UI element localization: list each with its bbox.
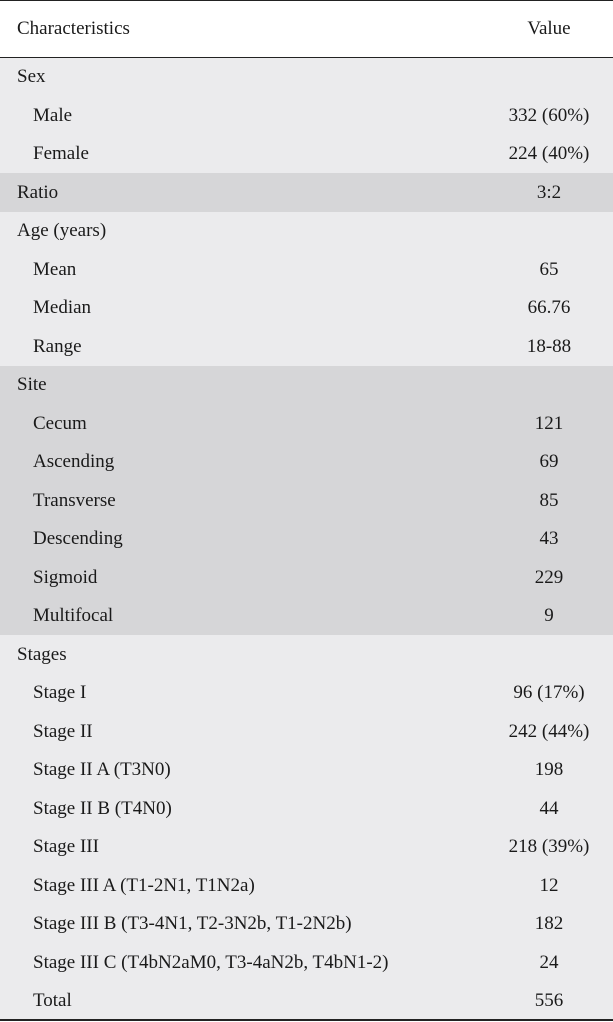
table-row [0,982,613,1020]
table-row [0,481,613,520]
row-value: 198 [534,759,564,780]
row-value [486,212,612,250]
row-value: 556 [534,990,564,1011]
table-row [0,905,613,943]
table-row [0,250,613,289]
row-value: 65 [539,258,559,280]
row-label: Sigmoid [33,566,98,588]
table-row [0,58,613,96]
row-value: 43 [539,528,559,549]
row-label: Female [33,143,89,164]
row-value: 9 [544,605,554,626]
table-row [0,135,613,173]
table-row [0,751,613,789]
table-row [0,712,613,751]
row-label: Multifocal [33,605,114,626]
row-label: Transverse [33,489,116,511]
row-value: 24 [539,951,559,973]
table-row [0,173,613,212]
table-row [0,366,613,404]
row-label: Stage II B (T4N0) [33,797,172,819]
table-row [0,404,613,443]
row-label: Range [33,335,82,357]
row-label: Descending [33,528,123,549]
table-row [0,327,613,366]
table-row [0,866,613,905]
row-label: Stage II [33,720,93,742]
table-row [0,289,613,327]
header-value: Value [527,18,571,39]
table-row [0,597,613,635]
row-value: 242 (44%) [508,720,590,742]
row-value: 332 (60%) [508,104,590,126]
row-value: 69 [539,451,559,472]
row-value: 18-88 [526,335,572,357]
row-label: Median [33,297,92,318]
row-label: Stages [17,643,67,665]
table-header [0,0,613,58]
table-row [0,789,613,828]
table-row [0,635,613,674]
row-value: 66.76 [527,297,571,318]
row-label: Stage III B (T3-4N1, T2-3N2b, T1-2N2b) [33,913,352,934]
row-label: Mean [33,258,77,280]
row-value: 218 (39%) [508,836,590,857]
table-row [0,443,613,481]
row-value: 224 (40%) [508,143,590,164]
table-row [0,943,613,982]
row-value [486,366,612,404]
table-row [0,212,613,250]
row-value: 182 [534,913,564,934]
row-value: 12 [539,874,559,896]
row-value: 3:2 [536,181,562,203]
row-label: Male [33,104,73,126]
header-characteristics: Characteristics [17,18,130,39]
row-label: Cecum [33,412,87,434]
row-label: Stage II A (T3N0) [33,759,171,780]
row-value: 85 [539,489,559,511]
row-value: 44 [539,797,559,819]
table-row [0,520,613,558]
row-label: Site [17,374,47,395]
table-row [0,828,613,866]
row-label: Stage I [33,682,87,703]
row-value [486,635,612,674]
table-row [0,96,613,135]
row-label: Ratio [17,181,59,203]
row-value: 121 [534,412,564,434]
row-value [486,58,612,96]
row-value: 229 [534,566,564,588]
row-label: Sex [17,66,46,87]
row-label: Stage III [33,836,99,857]
row-label: Ascending [33,451,115,472]
row-value: 96 (17%) [513,682,585,703]
row-label: Stage III C (T4bN2aM0, T3-4aN2b, T4bN1-2) [33,951,389,973]
row-label: Age (years) [17,220,107,241]
table-row [0,558,613,597]
row-label: Total [33,990,72,1011]
row-label: Stage III A (T1-2N1, T1N2a) [33,874,255,896]
bottom-rule [0,1019,613,1021]
table-row [0,674,613,712]
